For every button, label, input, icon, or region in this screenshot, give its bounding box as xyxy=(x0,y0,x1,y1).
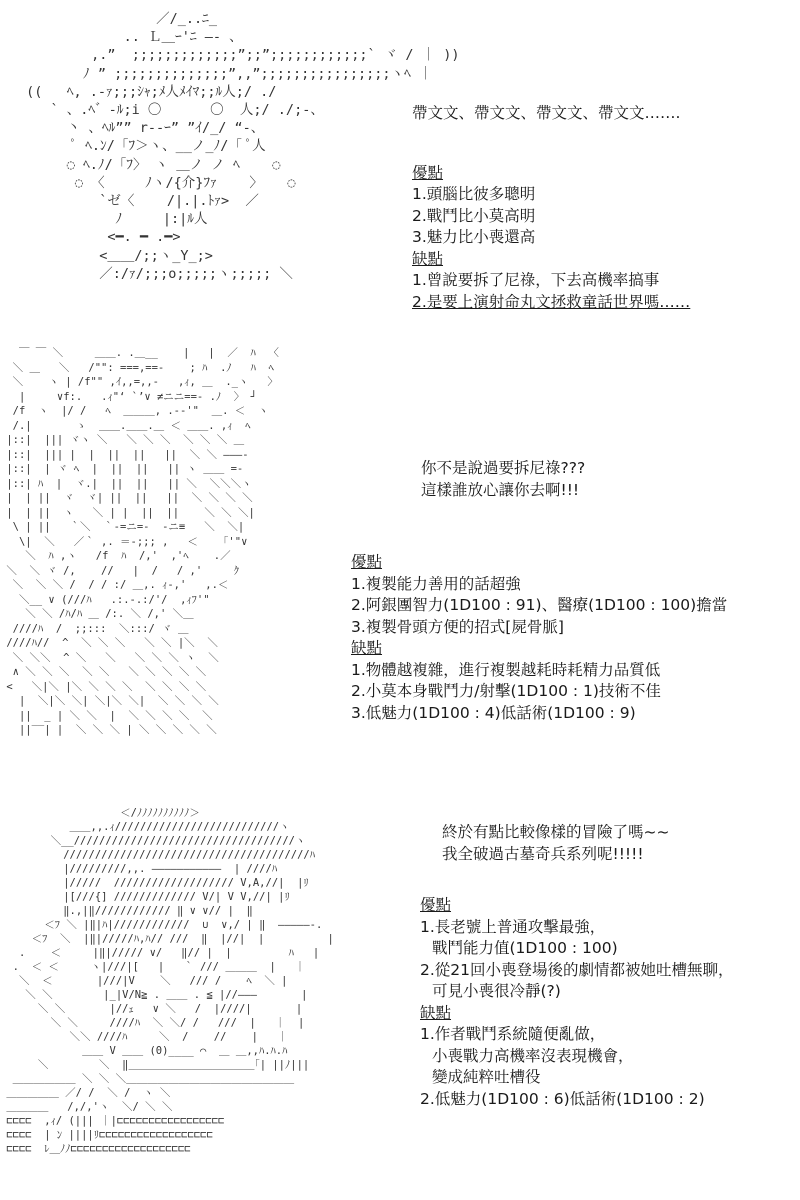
panel-2-intro xyxy=(421,458,585,501)
pros-header: 優點 xyxy=(420,896,452,914)
panel-1-text xyxy=(412,103,690,313)
cons-header: 缺點 xyxy=(420,1003,452,1022)
panel-1 xyxy=(0,0,800,340)
ascii-art-character-2: ￣ ￣ ＼ ＿＿. .＿__ | | ／ ﾊ 〈 ＼ ＿ ＼ /"": ===,==- ; ﾊ .ﾉ ﾊ ﾍ ＼ ヽ | /f"" ,ｲ,,=,,- ,ｨ, ＿ ._ヽ 〉 | ∨f:. .ｨ"‘ `’∨ ≠ニニ==- .ﾉ 〉 ┘ /f ヽ |/ / ﾍ ＿＿＿, .-‐'" ＿. ＜ ヽ /.| ゝ ＿＿.＿＿.＿ ＜ ＿＿. ,ｨ ﾍ |::| ||| ヾヽ ＼ ＼ ＼ ＼ ＼ ＼ ＼ ＿ |::| ||| | | || || || ＼ ＼ ―――‐ |::| | ヾ ﾍ | || || || ヽ ＿＿ =- |::| ﾊ | ヾ.| || || || ＼ ＼＼＼ヽ | | || ヾ ヾ| || || || ＼ ＼ ＼ ＼ | | || ヽ ＼ | | || || ＼ ＼ ＼| \ | || ｀＼ ｀-=ニ=- ‐ニ≡ ＼ ＼| \| ＼ ／｀ ,. ＝‐;;; , ＜ ｢'"∨ ＼ ﾊ ,ヽ /f ﾊ /,' ,'ﾍ .／ ＼ ＼ ヾ /, // | / / ,' ｸ ＼ ＼ ＼ / / / :/ ＿,. ｨ-,' ,.＜ ＼__ ∨ (///ﾊ .:.-.:/'/ ,ｨﾌ'" ＼ ＼ /ﾊ/ﾊ ＿ /:. ＼ /,' ＼＿ ////ﾊ / ;;::: ＼:::/ ヾ ＿ ////ﾊ// ^ ＼ ＼ ＼ ＼ ＼ |＼ ＼ ＼ ＼＼ ^ ＼ ＼ ＼ ＼ ＼ ヽ ＼ ∧ ＼ ＼ ＼ ＼ ＼ ＼ ＼ ＼ ＼ ＼ < ＼|＼ |＼ ＼ ＼ ＼ ＼ ＼ ＼ ＼ | ＼|＼ ＼| ＼|＼ ＼| ＼ ＼ ＼ ＼ || _ | ＼ ＼ | ＼ ＼ ＼ ＼ ＼ ||‾‾| | ＼ ＼ ＼ | ＼ ＼ ＼ ＼ ＼ xyxy=(6,347,279,736)
pros-item: 2.阿銀團智力(1D100 : 91)、醫療(1D100 : 100)擔當 xyxy=(351,596,728,614)
panel-3 xyxy=(0,800,800,1200)
panel-3-text xyxy=(420,895,734,1110)
cons-item: 1.作者戰鬥系統隨便亂做， xyxy=(420,1025,606,1043)
cons-item: 1.曾說要拆了尼祿，下去高機率搞事 xyxy=(412,271,660,289)
intro-line: 帶文文、帶文文、帶文文、帶文文……. xyxy=(412,104,681,122)
cons-item: 3.低魅力(1D100 : 4)低話術(1D100 : 9) xyxy=(351,703,636,722)
ascii-art-character-1: ／/_..ﾆ_ .. Ｌ＿ｰ'ﾆ ―‐ 、 ,.” ;;;;;;;;;;;;;”;;”;;;;;;;;;;;;` ヾ / ｜ )) ﾉ ” ;;;;;;;;;;;;;;”,,”;;;;;;;;;;;;;;;;ヽﾍ ｜ (( ﾍ, .-ｧ;;;ｼｬ;ﾒ人ﾒｲﾏ;;ﾙ人;/ ./ ` 、.ﾍ゛-ﾙ;i 〇 〇 人;/ ./;-、 丶 、ﾍﾙ”” r--ｰ” ”ｲ/_/ “-、 ﾟ ﾍ.ﾝ/「ﾌ＞ヽ、__ノ_ﾉ/「 ﾟ人 ◌ ﾍ.ﾉ/「ﾌ〉 ヽ ＿ノ ノ ﾍ ◌ ◌ 〈 ﾉヽ/{介}ﾌｧ 〉 ◌ `ゼ〈 /|.|.ﾄｧ> ／ ﾉ |:|ﾙ人 <━. ━ .━> <＿＿/;;ヽ_Y_;> ／:/ｧ/;;;o;;;;;ヽ;;;;; ＼ xyxy=(26,11,460,282)
intro-line: 我全破過古墓奇兵系列呢!!!!! xyxy=(442,844,644,863)
cons-header: 缺點 xyxy=(351,639,383,657)
pros-item: 2.戰鬥比小莫高明 xyxy=(412,206,536,225)
cons-item: 小喪戰力高機率沒表現機會， xyxy=(432,1046,634,1065)
pros-item: 可見小喪很冷靜(?) xyxy=(432,982,561,1000)
pros-item: 2.從21回小喪登場後的劇情都被她吐槽無聊， xyxy=(420,960,734,979)
cons-item: 1.物體越複雜，進行複製越耗時耗精力品質低 xyxy=(351,660,661,679)
cons-item: 2.低魅力(1D100 : 6)低話術(1D100 : 2) xyxy=(420,1089,705,1108)
cons-header: 缺點 xyxy=(412,249,444,268)
pros-item: 1.複製能力善用的話超強 xyxy=(351,574,521,593)
pros-item: 戰鬥能力值(1D100 : 100) xyxy=(432,939,618,957)
cons-item: 2.是要上演射命丸文拯救童話世界嗎…… xyxy=(412,292,691,311)
intro-line: 這樣誰放心讓你去啊!!! xyxy=(421,480,580,499)
cons-item: 2.小莫本身戰鬥力/射擊(1D100 : 1)技術不佳 xyxy=(351,682,661,700)
pros-item: 3.魅力比小喪還高 xyxy=(412,228,536,246)
ascii-art-character-3: ＜/ﾉﾉﾉﾉﾉﾉﾉﾉﾉﾉ＞ ＿＿,,.ｨ//////////////////////////ヽ ＼__///////////////////////////////////ヽ ///////////////////////////////////////ﾊ |/////////,,. ――――――――――― | ////ﾊ |///// /////////////////// V,A,//| |ﾘ |[///{] ///////////// V/| V V,//| |ﾘ ‖.,|‖//////////// ‖ ∨ ∨// | ‖ ＜ﾌ ＼ |‖|ﾊ|//////////// ∪ ∨,/ | ‖ ―――――‐. ＜ﾌ ＼ |‖|/////ﾊ,ﾊ// /// ‖ |//| | | . ＜ |‖|///// ∨/ ‖// | | ﾊ | . ＜ ＜ ヽ|///|[ | ｀ /// ＿＿＿ | ｜ ＼ ＜ |///|V ＼ /// / ﾍ ＼ | ＼ ＼ |_|V/N≧ . ＿＿ . ≦ |//――― | ＼ ＼ |//ｪ ∨ ＼ / |////| | ＼ ＼ ////ﾊ ＼ ＼/ / /// | ｜ | ＼＼ ////ﾊ ＼ / // | ｜ ＿＿ V ＿＿ (0)____ ⌒ ＿ ＿,,ﾊ.ﾊ.ﾊ ＼ ＼ ‖＿＿＿＿＿＿＿＿＿＿＿＿｢| ||ﾉ||| ＿＿＿＿＿＿ ＼ ＼ ＼＿＿＿＿＿＿＿＿＿＿＿＿＿＿＿＿ ＿＿＿＿＿ ／/ / ＼ / ヽ ＼ ＿＿＿＿ /,/,'ヽ ＼/ ＼ ＼ ⊏⊏⊏⊏ ,ｨ/ (||| ｜|⊏⊏⊏⊏⊏⊏⊏⊏⊏⊏⊏⊏⊏⊏⊏⊏⊏ ⊏⊏⊏⊏ | ﾝ ||||ﾘ⊏⊏⊏⊏⊏⊏⊏⊏⊏⊏⊏⊏⊏⊏⊏⊏⊏⊏ ⊏⊏⊏⊏ ﾚ＿ﾉﾉ⊏⊏⊏⊏⊏⊏⊏⊏⊏⊏⊏⊏⊏⊏⊏⊏⊏⊏⊏ xyxy=(6,807,334,1155)
pros-header: 優點 xyxy=(412,163,444,182)
intro-line: 你不是說過要拆尼祿??? xyxy=(421,459,586,477)
panel-2 xyxy=(0,340,800,800)
panel-1-intro xyxy=(412,103,690,125)
cons-item: 變成純粹吐槽役 xyxy=(432,1068,541,1086)
pros-item: 3.複製骨頭方便的招式[屍骨脈] xyxy=(351,617,564,636)
pros-header: 優點 xyxy=(351,553,383,571)
panel-3-intro xyxy=(442,822,669,865)
panel-2-text xyxy=(351,552,727,724)
pros-item: 1.長老號上普通攻擊最強， xyxy=(420,917,606,936)
pros-item: 1.頭腦比彼多聰明 xyxy=(412,185,536,203)
intro-line: 終於有點比較像樣的冒險了嗎~~ xyxy=(442,823,670,841)
